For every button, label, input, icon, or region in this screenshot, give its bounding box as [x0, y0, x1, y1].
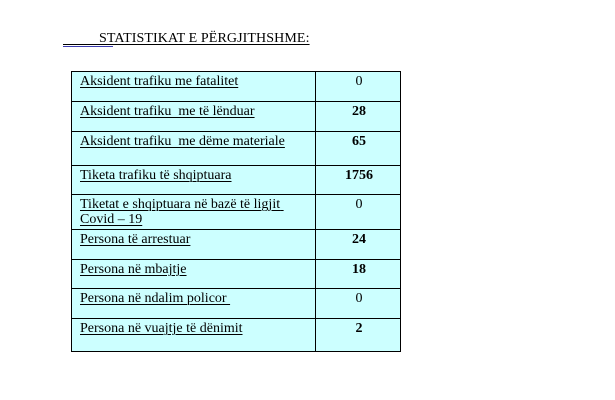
row-value-text: 0: [355, 74, 363, 89]
row-value-text: 2: [355, 321, 363, 336]
row-label: [72, 166, 316, 195]
statistics-table-body: [72, 72, 401, 352]
row-label: [72, 319, 316, 352]
row-value-text: 1756: [345, 168, 373, 183]
row-label-text: Aksident trafiku me të lënduar: [80, 104, 255, 119]
row-label: [72, 72, 316, 102]
row-value-text: 28: [352, 104, 366, 119]
row-value: [316, 260, 401, 289]
row-value: [316, 195, 401, 230]
table-row: [72, 260, 401, 289]
row-label-text: Tiketa trafiku të shqiptuara: [80, 168, 232, 183]
title-text: STATISTIKAT E PËRGJITHSHME:: [99, 31, 310, 46]
table-row: [72, 166, 401, 195]
row-value-text: 0: [355, 197, 363, 212]
row-value: [316, 166, 401, 195]
table-row: [72, 132, 401, 166]
page-title: [63, 31, 310, 47]
table-row: [72, 230, 401, 260]
row-label: [72, 230, 316, 260]
statistics-table: [71, 71, 401, 352]
row-value: [316, 132, 401, 166]
row-label: [72, 195, 316, 230]
row-value-text: 18: [352, 262, 366, 277]
row-label-text: Aksident trafiku me fatalitet: [80, 74, 239, 89]
table-row: [72, 289, 401, 319]
table-row: [72, 102, 401, 132]
title-indent: [63, 31, 99, 46]
row-label-text: Persona në ndalim policor: [80, 291, 231, 306]
row-label: [72, 132, 316, 166]
row-value-text: 0: [355, 291, 363, 306]
row-label: [72, 289, 316, 319]
row-value: [316, 72, 401, 102]
row-label-text: Persona në mbajtje: [80, 262, 187, 277]
row-label-text: Aksident trafiku me dëme materiale: [80, 134, 285, 149]
row-label-text: Persona në vuajtje të dënimit: [80, 321, 243, 336]
row-value-text: 65: [352, 134, 366, 149]
row-label-text: Tiketat e shqiptuara në bazë të ligjit Covid – 19: [80, 197, 284, 227]
row-value: [316, 230, 401, 260]
row-label: [72, 260, 316, 289]
row-value-text: 24: [352, 232, 366, 247]
row-label: [72, 102, 316, 132]
table-row: [72, 72, 401, 102]
row-label-text: Persona të arrestuar: [80, 232, 191, 247]
row-value: [316, 102, 401, 132]
table-row: [72, 319, 401, 352]
table-row: [72, 195, 401, 230]
row-value: [316, 289, 401, 319]
row-value: [316, 319, 401, 352]
